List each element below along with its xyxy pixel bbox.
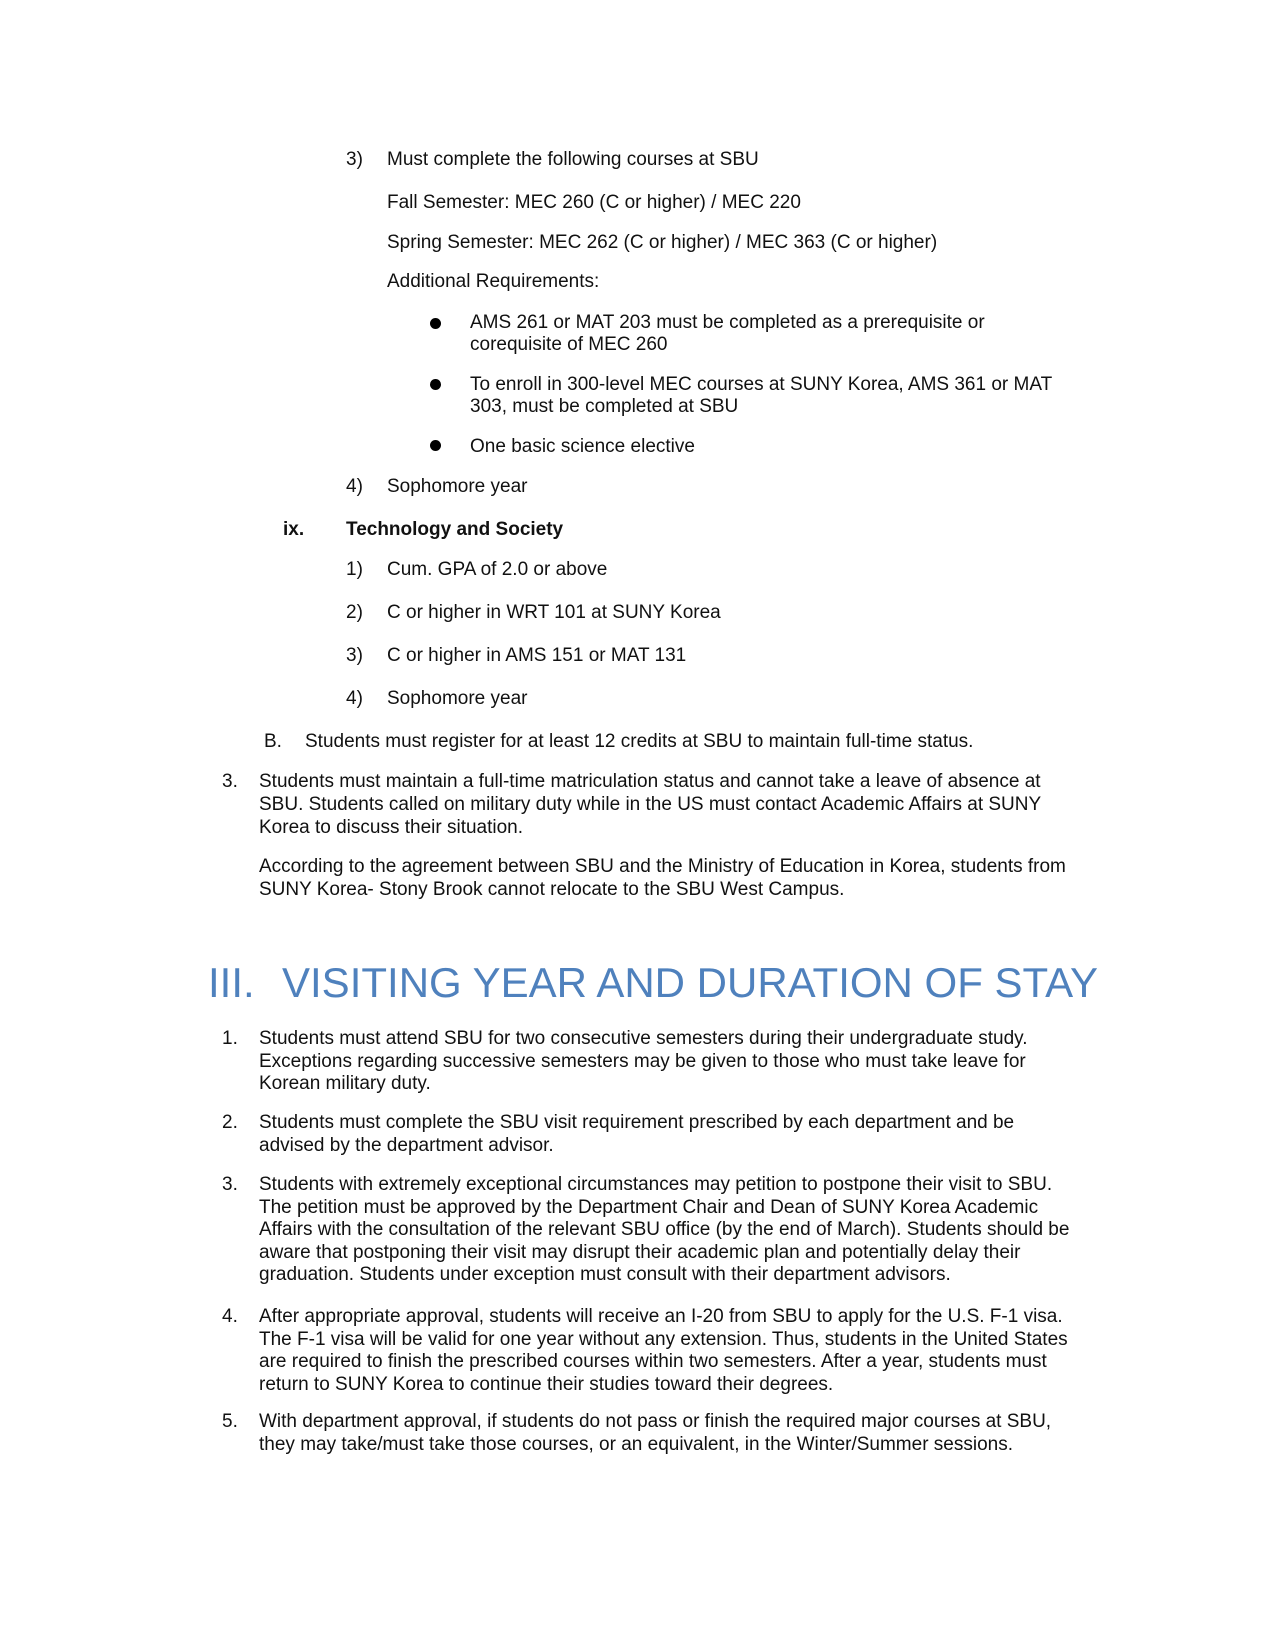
bullet-text: To enroll in 300-level MEC courses at SUNY Korea, AMS 361 or MAT — [470, 374, 1053, 395]
fall-semester-text: Fall Semester: MEC 260 (C or higher) / MEC 220 — [387, 192, 801, 213]
list-marker: 3) — [346, 645, 363, 666]
paragraph-line: Students must attend SBU for two consecutive semesters during their undergraduate study. — [259, 1028, 1028, 1049]
section-title: Technology and Society — [346, 519, 564, 540]
list-marker: 4. — [222, 1306, 238, 1327]
paragraph-line: advised by the department advisor. — [259, 1134, 554, 1156]
paragraph-line: The F-1 visa will be valid for one year without any extension. Thus, students in the United States — [259, 1328, 1068, 1350]
paragraph-line: graduation. Students under exception must consult with their department advisors. — [259, 1264, 951, 1286]
paragraph-line: they may take/must take those courses, or an equivalent, in the Winter/Summer sessions. — [259, 1433, 1014, 1455]
list-marker: 5. — [222, 1411, 238, 1432]
bullet-text-cont: corequisite of MEC 260 — [470, 334, 668, 355]
list-marker: 4) — [346, 476, 363, 497]
paragraph-line: The petition must be approved by the Department Chair and Dean of SUNY Korea Academic — [259, 1196, 1039, 1218]
section-numeral: III. — [208, 959, 255, 1006]
requirement-text: C or higher in WRT 101 at SUNY Korea — [387, 602, 721, 623]
bullet-icon — [430, 318, 441, 329]
bullet-text-cont: 303, must be completed at SBU — [470, 396, 739, 417]
paragraph-line: aware that postponing their visit may disrupt their academic plan and potentially delay their — [259, 1241, 1021, 1263]
list-marker: 1) — [346, 559, 363, 580]
list-marker: 2. — [222, 1112, 238, 1133]
requirement-text: Cum. GPA of 2.0 or above — [387, 559, 608, 580]
requirement-text: Sophomore year — [387, 688, 528, 709]
section-marker: ix. — [283, 519, 305, 540]
list-marker: 3. — [222, 771, 238, 792]
list-marker: 3) — [346, 149, 363, 170]
list-marker: 4) — [346, 688, 363, 709]
paragraph-line: Students must maintain a full-time matriculation status and cannot take a leave of absence at — [259, 771, 1041, 792]
paragraph-line: Affairs with the consultation of the relevant SBU office (by the end of March). Students should be — [259, 1219, 1070, 1241]
paragraph-line: After appropriate approval, students will receive an I-20 from SBU to apply for the U.S. F-1 visa. — [259, 1306, 1063, 1327]
bullet-text: AMS 261 or MAT 203 must be completed as a prerequisite or — [470, 312, 985, 333]
list-marker: 2) — [346, 602, 363, 623]
paragraph-line: return to SUNY Korea to continue their studies toward their degrees. — [259, 1373, 834, 1395]
paragraph-line: Exceptions regarding successive semesters may be given to those who must take leave for — [259, 1050, 1026, 1072]
requirement-text: Sophomore year — [387, 476, 528, 497]
spring-semester-text: Spring Semester: MEC 262 (C or higher) / MEC 363 (C or higher) — [387, 232, 938, 253]
bullet-text: One basic science elective — [470, 436, 695, 457]
paragraph-line: Korea to discuss their situation. — [259, 817, 524, 838]
paragraph-line: SUNY Korea- Stony Brook cannot relocate to the SBU West Campus. — [259, 879, 845, 900]
bullet-icon — [430, 379, 441, 390]
bullet-icon — [430, 440, 441, 451]
requirement-text: C or higher in AMS 151 or MAT 131 — [387, 645, 687, 666]
paragraph-line: With department approval, if students do not pass or finish the required major courses at SBU, — [259, 1411, 1052, 1432]
paragraph-line: According to the agreement between SBU and the Ministry of Education in Korea, students from — [259, 856, 1066, 877]
requirement-text: Students must register for at least 12 credits at SBU to maintain full-time status. — [305, 731, 974, 752]
additional-requirements-label: Additional Requirements: — [387, 271, 600, 292]
paragraph-line: are required to finish the prescribed courses within two semesters. After a year, students must — [259, 1351, 1047, 1373]
paragraph-line: Students must complete the SBU visit requirement prescribed by each department and be — [259, 1112, 1015, 1133]
paragraph-line: SBU. Students called on military duty while in the US must contact Academic Affairs at SUNY — [259, 794, 1042, 815]
paragraph-line: Students with extremely exceptional circumstances may petition to postpone their visit to SBU. — [259, 1174, 1053, 1195]
section-heading: VISITING YEAR AND DURATION OF STAY — [282, 959, 1099, 1006]
paragraph-line: Korean military duty. — [259, 1073, 431, 1095]
list-marker: 1. — [222, 1028, 238, 1049]
list-marker: 3. — [222, 1174, 238, 1195]
list-marker: B. — [264, 731, 282, 752]
requirement-text: Must complete the following courses at SBU — [387, 149, 759, 170]
